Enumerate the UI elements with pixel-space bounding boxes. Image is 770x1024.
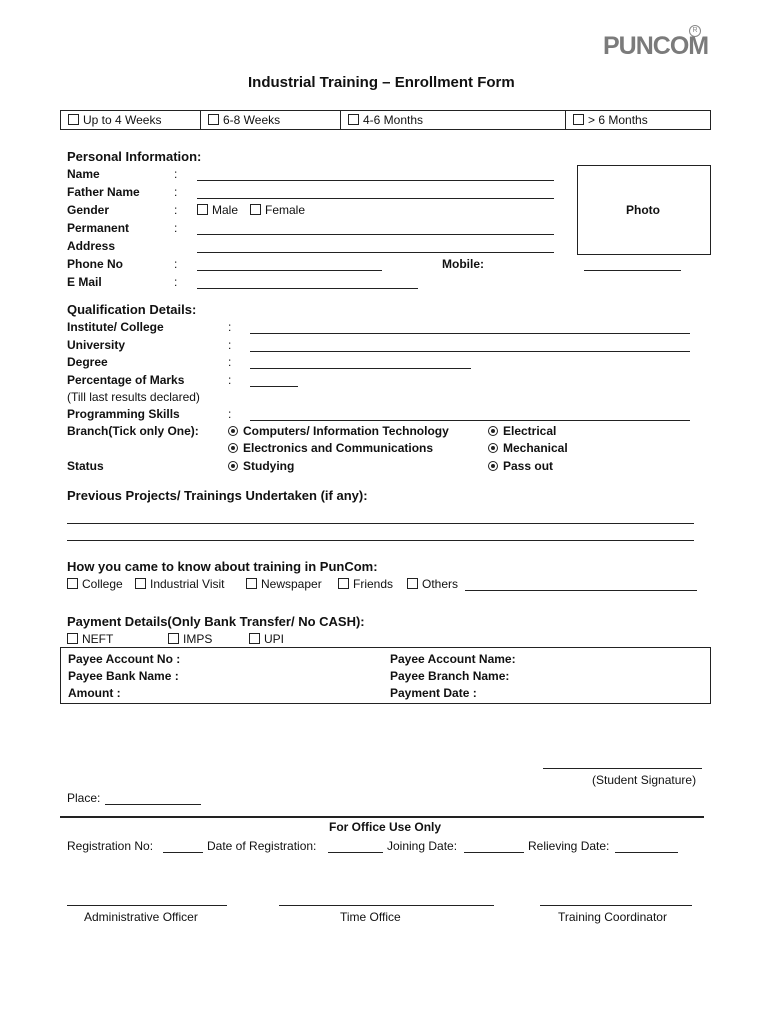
checkbox-icon[interactable]: [246, 578, 257, 589]
others-field[interactable]: [465, 590, 697, 591]
degree-label: Degree: [67, 355, 108, 369]
percentage-note: (Till last results declared): [67, 390, 200, 404]
source-option-others[interactable]: Others: [407, 577, 458, 591]
administrative-officer-signature-field[interactable]: [67, 905, 227, 906]
place-label: Place:: [67, 791, 101, 805]
payment-date-label: Payment Date :: [390, 686, 477, 700]
programming-field[interactable]: [250, 420, 690, 421]
checkbox-icon[interactable]: [250, 204, 261, 215]
amount-label: Amount :: [68, 686, 121, 700]
administrative-officer-label: Administrative Officer: [84, 910, 198, 924]
permanent-label: Permanent: [67, 221, 130, 235]
projects-heading: Previous Projects/ Trainings Undertaken (if any):: [67, 488, 368, 503]
source-option-college[interactable]: College: [67, 577, 123, 591]
checkbox-icon[interactable]: [135, 578, 146, 589]
duration-option-4-6-months[interactable]: 4-6 Months: [341, 111, 566, 129]
institute-field[interactable]: [250, 333, 690, 334]
colon: :: [174, 221, 178, 235]
father-name-field[interactable]: [197, 198, 554, 199]
email-label: E Mail: [67, 275, 102, 289]
address-field-line-1[interactable]: [197, 234, 554, 235]
payee-branch-name-label: Payee Branch Name:: [390, 669, 510, 683]
gender-label: Gender: [67, 203, 110, 217]
email-field[interactable]: [197, 288, 418, 289]
payment-mode-upi[interactable]: UPI: [249, 632, 284, 646]
duration-table: [60, 110, 711, 130]
colon: :: [174, 185, 178, 199]
university-field[interactable]: [250, 351, 690, 352]
projects-field-line-1[interactable]: [67, 523, 694, 524]
checkbox-icon[interactable]: [348, 114, 359, 125]
checkbox-icon[interactable]: [573, 114, 584, 125]
joining-date-label: Joining Date:: [387, 839, 458, 853]
puncom-logo: PUNCOM: [603, 32, 709, 60]
colon: :: [228, 373, 232, 387]
radio-icon[interactable]: [228, 461, 238, 471]
registration-no-field[interactable]: [163, 852, 203, 853]
projects-field-line-2[interactable]: [67, 540, 694, 541]
branch-option-electrical[interactable]: Electrical: [488, 424, 556, 438]
status-option-studying[interactable]: Studying: [228, 459, 294, 473]
joining-date-field[interactable]: [464, 852, 524, 853]
gender-female-option[interactable]: Female: [250, 203, 305, 217]
payment-mode-neft[interactable]: NEFT: [67, 632, 113, 646]
checkbox-icon[interactable]: [168, 633, 179, 644]
payee-account-name-label: Payee Account Name:: [390, 652, 516, 666]
training-coordinator-label: Training Coordinator: [558, 910, 667, 924]
relieving-date-label: Relieving Date:: [528, 839, 610, 853]
mobile-field[interactable]: [584, 270, 681, 271]
radio-icon[interactable]: [228, 426, 238, 436]
payee-bank-name-label: Payee Bank Name :: [68, 669, 179, 683]
percentage-field[interactable]: [250, 386, 298, 387]
photo-box[interactable]: [577, 165, 711, 255]
duration-option-up-to-4-weeks[interactable]: Up to 4 Weeks: [61, 111, 201, 129]
checkbox-icon[interactable]: [197, 204, 208, 215]
qualification-heading: Qualification Details:: [67, 302, 197, 317]
radio-icon[interactable]: [228, 443, 238, 453]
university-label: University: [67, 338, 126, 352]
branch-option-computers[interactable]: Computers/ Information Technology: [228, 424, 449, 438]
programming-label: Programming Skills: [67, 407, 180, 421]
branch-option-mechanical[interactable]: Mechanical: [488, 441, 568, 455]
form-title: Industrial Training – Enrollment Form: [248, 74, 515, 91]
registered-mark: R: [689, 25, 701, 37]
checkbox-icon[interactable]: [68, 114, 79, 125]
percentage-label: Percentage of Marks: [67, 373, 185, 387]
address-label: Address: [67, 239, 116, 253]
colon: :: [228, 320, 232, 334]
gender-male-option[interactable]: Male: [197, 203, 238, 217]
source-option-industrial-visit[interactable]: Industrial Visit: [135, 577, 224, 591]
personal-info-heading: Personal Information:: [67, 149, 202, 164]
student-signature-label: (Student Signature): [592, 773, 697, 787]
registration-no-label: Registration No:: [67, 839, 154, 853]
payment-mode-imps[interactable]: IMPS: [168, 632, 212, 646]
branch-option-electronics[interactable]: Electronics and Communications: [228, 441, 433, 455]
colon: :: [174, 203, 178, 217]
colon: :: [228, 338, 232, 352]
student-signature-field[interactable]: [543, 768, 702, 769]
colon: :: [228, 355, 232, 369]
checkbox-icon[interactable]: [338, 578, 349, 589]
photo-label: Photo: [626, 203, 660, 217]
degree-field[interactable]: [250, 368, 471, 369]
office-divider: [60, 816, 704, 818]
checkbox-icon[interactable]: [208, 114, 219, 125]
date-of-registration-field[interactable]: [328, 852, 383, 853]
payment-details-box: [60, 647, 711, 704]
source-heading: How you came to know about training in PunCom:: [67, 559, 378, 574]
training-coordinator-signature-field[interactable]: [540, 905, 692, 906]
branch-label: Branch(Tick only One):: [67, 424, 199, 438]
colon: :: [174, 275, 178, 289]
source-option-friends[interactable]: Friends: [338, 577, 393, 591]
checkbox-icon[interactable]: [67, 578, 78, 589]
institute-label: Institute/ College: [67, 320, 164, 334]
relieving-date-field[interactable]: [615, 852, 678, 853]
father-name-label: Father Name: [67, 185, 140, 199]
phone-label: Phone No: [67, 257, 123, 271]
mobile-label: Mobile:: [442, 257, 484, 271]
name-label: Name: [67, 167, 100, 181]
radio-icon[interactable]: [488, 443, 498, 453]
checkbox-icon[interactable]: [407, 578, 418, 589]
radio-icon[interactable]: [488, 426, 498, 436]
radio-icon[interactable]: [488, 461, 498, 471]
colon: :: [174, 257, 178, 271]
duration-option-over-6-months[interactable]: > 6 Months: [566, 111, 710, 129]
checkbox-icon[interactable]: [249, 633, 260, 644]
payment-heading: Payment Details(Only Bank Transfer/ No CASH):: [67, 614, 365, 629]
time-office-label: Time Office: [340, 910, 401, 924]
place-field[interactable]: [105, 804, 201, 805]
office-use-heading: For Office Use Only: [329, 820, 442, 834]
duration-option-6-8-weeks[interactable]: 6-8 Weeks: [201, 111, 341, 129]
colon: :: [228, 407, 232, 421]
checkbox-icon[interactable]: [67, 633, 78, 644]
phone-field[interactable]: [197, 270, 382, 271]
status-label: Status: [67, 459, 104, 473]
name-field[interactable]: [197, 180, 554, 181]
date-of-registration-label: Date of Registration:: [207, 839, 317, 853]
colon: :: [174, 167, 178, 181]
status-option-pass-out[interactable]: Pass out: [488, 459, 553, 473]
payee-account-no-label: Payee Account No :: [68, 652, 181, 666]
address-field-line-2[interactable]: [197, 252, 554, 253]
source-option-newspaper[interactable]: Newspaper: [246, 577, 322, 591]
time-office-signature-field[interactable]: [279, 905, 494, 906]
